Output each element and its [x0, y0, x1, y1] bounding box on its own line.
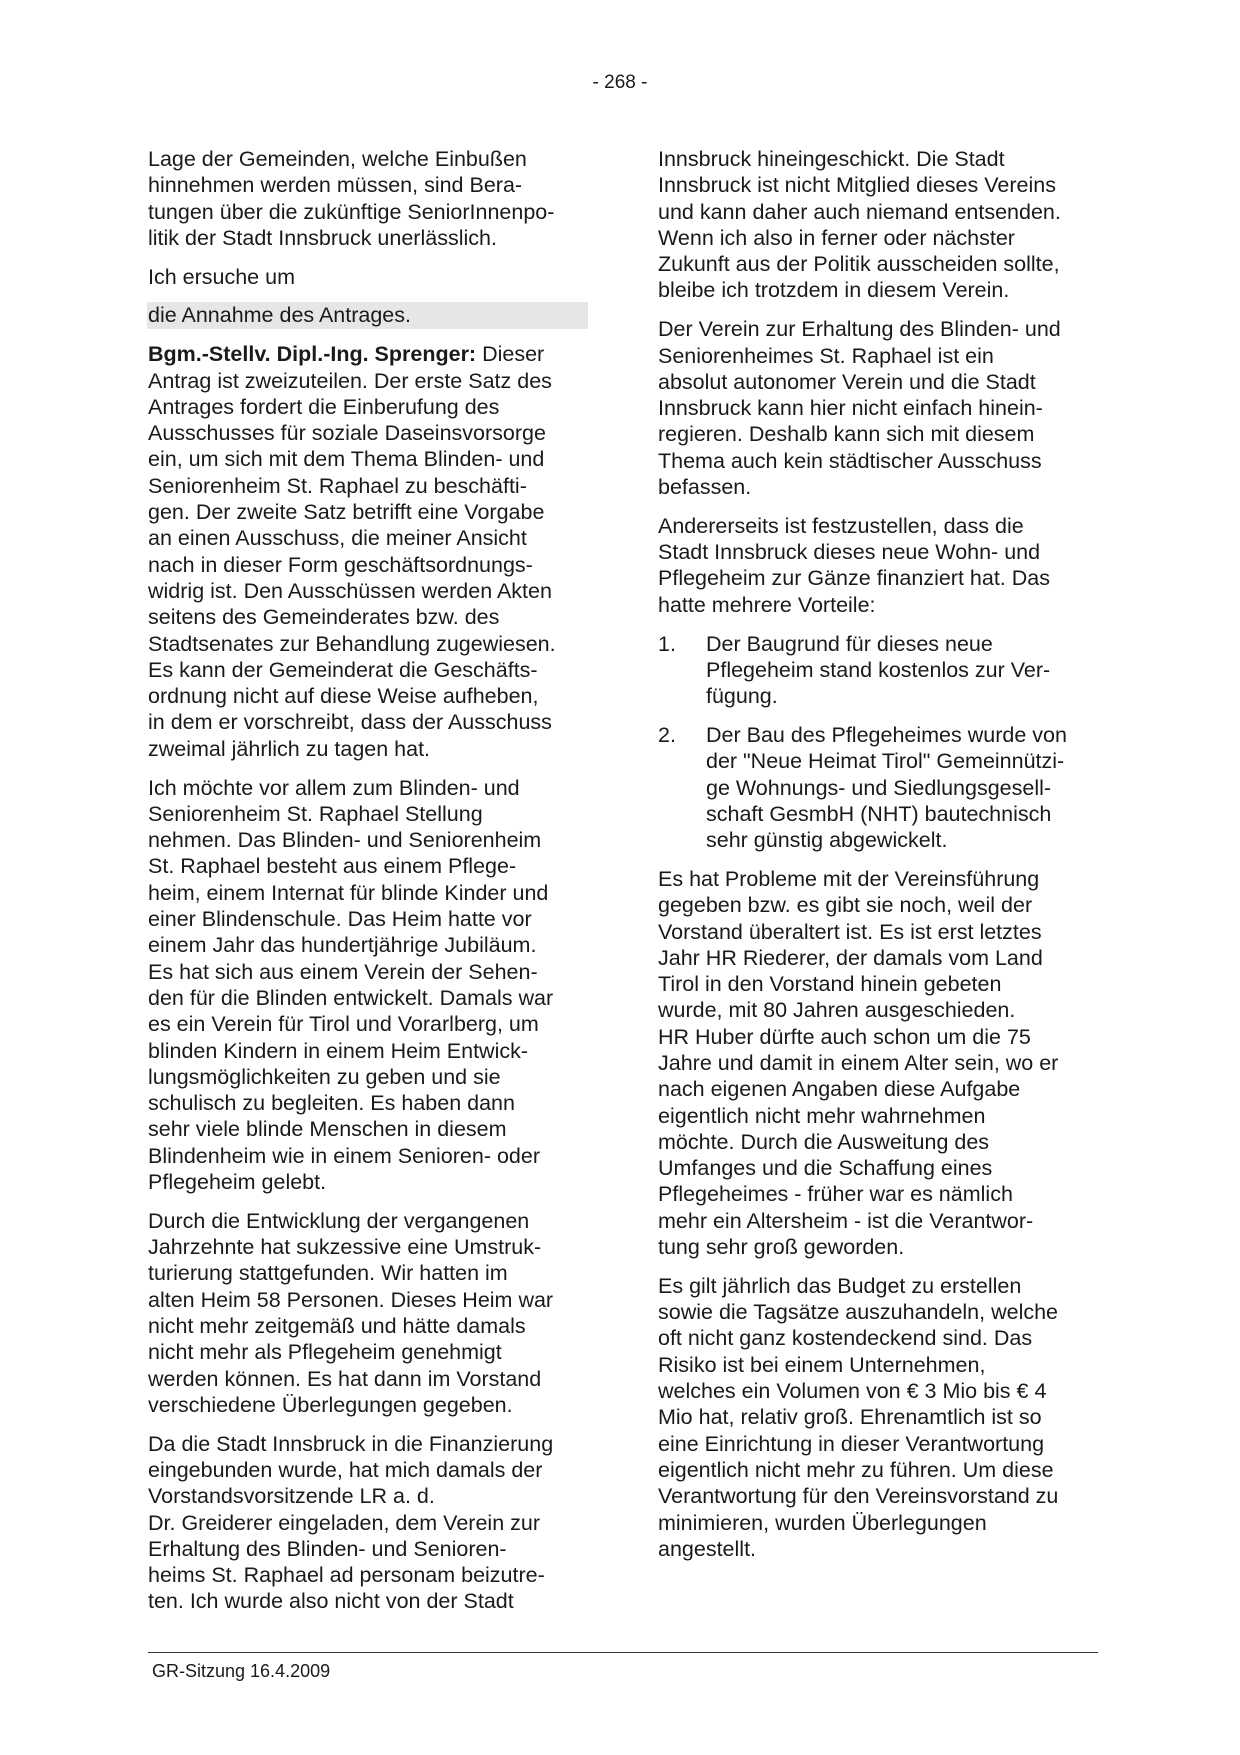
- footer-session-date: GR-Sitzung 16.4.2009: [152, 1661, 331, 1681]
- paragraph-left-5: Ich möchte vor allem zum Blinden- und Seniorenheim St. Raphael Stellung nehmen. Das Blinden- und Seniorenheim St. Raphael besteht aus einem Pflege- heim, einem Internat für blinde Kinder und einer Blindenschule. Das Heim hatte vor einem Jahr das hundertjährige Jubiläum. Es hat sich aus einem Verein der Sehen- den für die Blinden entwickelt. Damals war es ein Verein für Tirol und Vorarlberg, um blinden Kindern in einem Heim Entwick- lungsmöglichkeiten zu geben und sie schulisch zu begleiten. Es haben dann sehr viele blinde Menschen in diesem Blindenheim wie in einem Senioren- oder Pflegeheim gelebt.: [148, 775, 554, 1194]
- paragraph-right-3: Andererseits ist festzustellen, dass die Stadt Innsbruck dieses neue Wohn- und Pflegeheim zur Gänze finanziert hat. Das hatte mehrere Vorteile:: [658, 513, 1050, 617]
- speaker-name: Bgm.-Stellv. Dipl.-Ing. Sprenger:: [148, 342, 477, 367]
- list-item: [658, 722, 1098, 853]
- left-column: [148, 146, 588, 1627]
- paragraph-right-4: Es hat Probleme mit der Vereinsführung gegeben bzw. es gibt sie noch, weil der Vorstand überaltert ist. Es ist erst letztes Jahr HR Riederer, der damals vom Land Tirol in den Vorstand hinein gebeten wurde, mit 80 Jahren ausgeschieden. HR Huber dürfte auch schon um die 75 Jahre und damit in einem Alter sein, wo er nach eigenen Angaben diese Aufgabe eigentlich nicht mehr wahrnehmen möchte. Durch die Ausweitung des Umfanges und die Schaffung eines Pflegeheimes - früher war es nämlich mehr ein Altersheim - ist die Verantwor- tung sehr groß geworden.: [658, 866, 1059, 1260]
- list-item: [658, 631, 1098, 710]
- footer-divider: [148, 1652, 1098, 1653]
- paragraph-left-1: Lage der Gemeinden, welche Einbußen hinnehmen werden müssen, sind Bera- tungen über die zukünftige SeniorInnenpo- litik der Stadt Innsbruck unerlässlich.: [148, 147, 555, 250]
- list-item-text: Der Baugrund für dieses neue Pflegeheim stand kostenlos zur Ver- fügung.: [706, 631, 1051, 709]
- paragraph-right-5: Es gilt jährlich das Budget zu erstellen sowie die Tagsätze auszuhandeln, welche oft nicht ganz kostendeckend sind. Das Risiko ist bei einem Unternehmen, welches ein Volumen von € 3 Mio bis € 4 Mio hat, relativ groß. Ehrenamtlich ist so eine Einrichtung in dieser Verantwortung eigentlich nicht mehr zu führen. Um diese Verantwortung für den Vereinsvorstand zu minimieren, wurden Überlegungen angestellt.: [658, 1273, 1059, 1561]
- paragraph-left-7: Da die Stadt Innsbruck in die Finanzierung eingebunden wurde, hat mich damals der Vorstandsvorsitzende LR a. d. Dr. Greiderer eingeladen, dem Verein zur Erhaltung des Blinden- und Senioren- heims St. Raphael ad personam beizutre- ten. Ich wurde also nicht von der Stadt: [148, 1431, 554, 1614]
- speaker-statement: Dieser Antrag ist zweizuteilen. Der erste Satz des Antrages fordert die Einberufung des Ausschusses für soziale Daseinsvorsorge ein, um sich mit dem Thema Blinden- und Seniorenheim St. Raphael zu beschäfti- gen. Der zweite Satz betrifft eine Vorgabe an einen Ausschuss, die meiner Ansicht nach in dieser Form geschäftsordnungs- widrig ist. Den Ausschüssen werden Akten seitens des Gemeinderates bzw. des Stadtsenates zur Behandlung zugewiesen. Es kann der Gemeinderat die Geschäfts- ordnung nicht auf diese Weise aufheben, in dem er vorschreibt, dass der Ausschuss zweimal jährlich zu tagen hat.: [148, 342, 556, 761]
- paragraph-right-2: Der Verein zur Erhaltung des Blinden- und Seniorenheimes St. Raphael ist ein absolut autonomer Verein und die Stadt Innsbruck kann hier nicht einfach hinein- regieren. Deshalb kann sich mit diesem Thema auch kein städtischer Ausschuss befassen.: [658, 317, 1061, 500]
- list-item-number: 2.: [658, 722, 676, 747]
- paragraph-left-6: Durch die Entwicklung der vergangenen Jahrzehnte hat sukzessive eine Umstruk- turierung stattgefunden. Wir hatten im alten Heim 58 Personen. Dieses Heim war nicht mehr zeitgemäß und hätte damals nicht mehr als Pflegeheim genehmigt werden können. Es hat dann im Vorstand verschiedene Überlegungen gegeben.: [148, 1208, 554, 1417]
- paragraph-left-2: Ich ersuche um: [148, 264, 295, 289]
- paragraph-right-1: Innsbruck hineingeschickt. Die Stadt Innsbruck ist nicht Mitglied dieses Vereins und kann daher auch niemand entsenden. Wenn ich also in ferner oder nächster Zukunft aus der Politik ausscheiden sollte, bleibe ich trotzdem in diesem Verein.: [658, 147, 1061, 303]
- highlighted-motion-text: die Annahme des Antrages.: [147, 302, 588, 328]
- page-number: - 268 -: [592, 72, 648, 93]
- right-column: [658, 146, 1098, 1575]
- paragraph-left-speaker: [148, 341, 588, 762]
- list-item-number: 1.: [658, 631, 676, 656]
- list-item-text: Der Bau des Pflegeheimes wurde von der "Neue Heimat Tirol" Gemeinnützi- ge Wohnungs- und Siedlungsgesell- schaft GesmbH (NHT) bautechnisch sehr günstig abgewickelt.: [706, 722, 1067, 853]
